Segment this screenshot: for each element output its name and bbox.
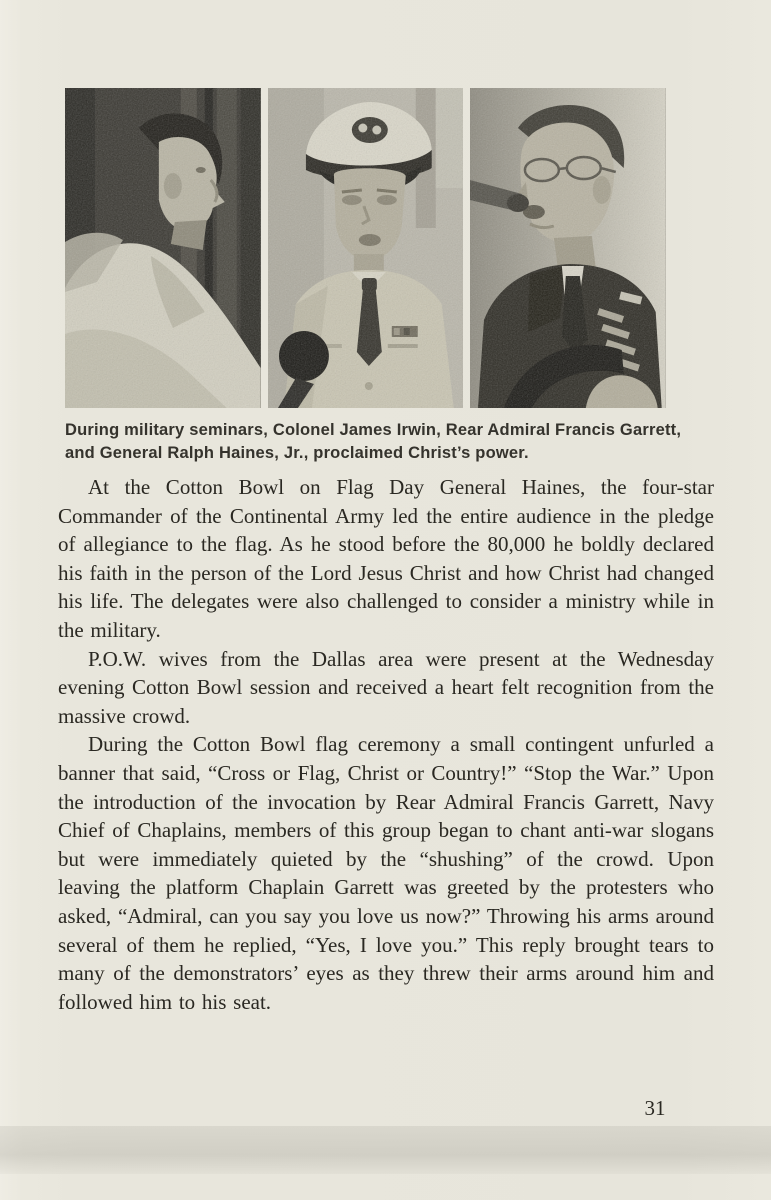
photo-rear-admiral-francis-garrett	[268, 88, 464, 408]
paragraph-1: At the Cotton Bowl on Flag Day General Haines, the four-star Commander of the Continental Army led the entire audience in the pledge of allegiance to the flag. As he stood before the 80,000 he boldly declared his faith in the person of the Lord Jesus Christ and how Christ had changed his life. The delegates were also challenged to consider a ministry while in the military.	[58, 475, 714, 642]
garrett-photo-illustration	[268, 88, 464, 408]
photo-colonel-james-irwin	[65, 88, 261, 408]
page-number: 31	[644, 1096, 666, 1120]
photo-caption: During military seminars, Colonel James Irwin, Rear Admiral Francis Garrett, and General Ralph Haines, Jr., proclaimed Christ’s power.	[65, 421, 682, 462]
paragraph-3: During the Cotton Bowl flag ceremony a small contingent unfurled a banner that said, “Cross or Flag, Christ or Country!” “Stop the War.” Upon the introduction of the invocation by Rear Admiral Francis Garrett, Navy Chief of Chaplains, members of this group began to chant anti-war slogans but were immediately quieted by the “shushing” of the crowd. Upon leaving the platform Chaplain Garrett was greeted by the protesters who asked, “Admiral, can you say you love us now?” Throwing his arms around several of them he replied, “Yes, I love you.” This reply brought tears to many of the demonstrators’ eyes as they threw their arms around him and followed him to his seat.	[58, 732, 714, 1014]
article-body	[58, 473, 714, 1016]
irwin-photo-illustration	[65, 88, 261, 408]
photo-strip	[65, 88, 666, 408]
paragraph-2: P.O.W. wives from the Dallas area were present at the Wednesday evening Cotton Bowl session and received a heart felt recognition from the massive crowd.	[58, 646, 714, 728]
haines-photo-illustration	[470, 88, 666, 408]
photo-general-ralph-haines	[470, 88, 666, 408]
